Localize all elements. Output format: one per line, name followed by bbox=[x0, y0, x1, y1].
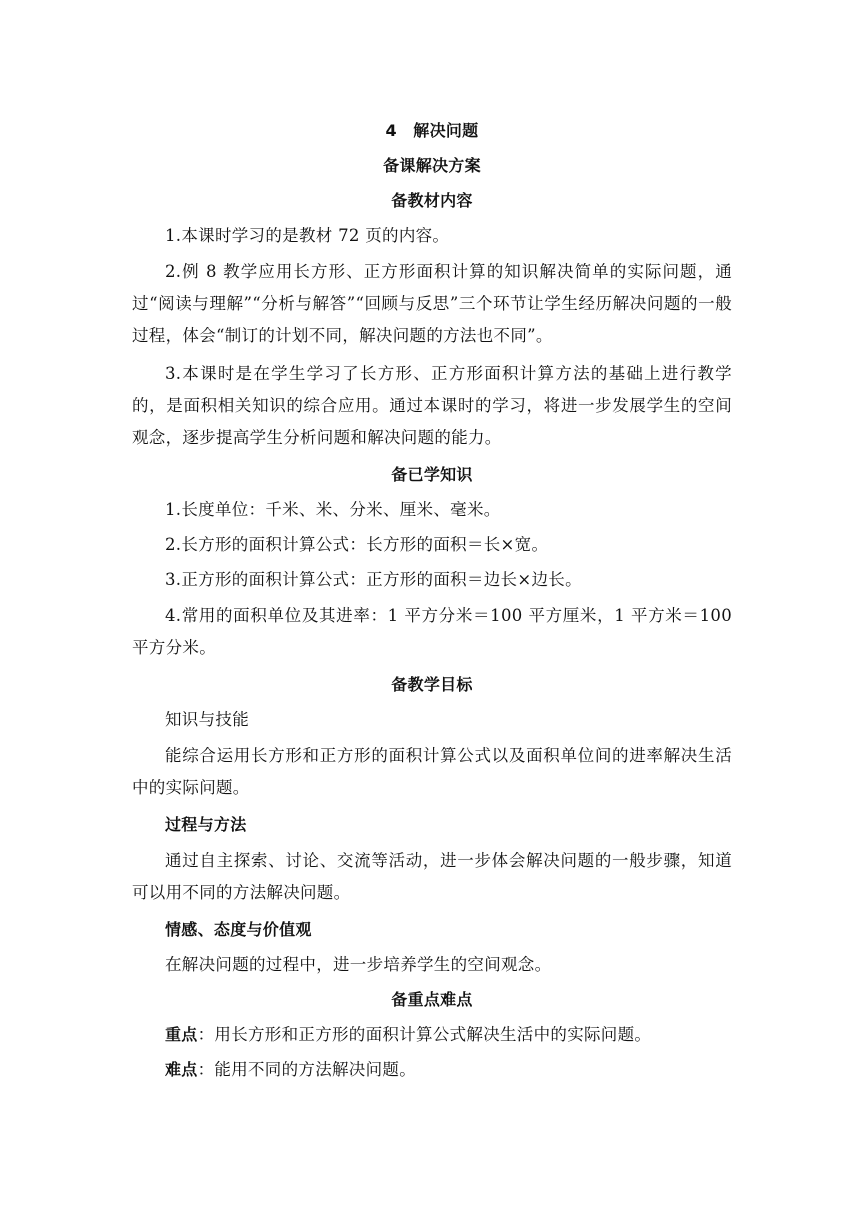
prior-knowledge-item-2: 2.长方形的面积计算公式：长方形的面积＝长×宽。 bbox=[165, 535, 549, 554]
document-page bbox=[132, 116, 732, 1090]
difficulty-text: ：能用不同的方法解决问题。 bbox=[197, 1060, 417, 1079]
focus-text: ：用长方形和正方形的面积计算公式解决生活中的实际问题。 bbox=[197, 1025, 652, 1044]
emotion-values-text: 在解决问题的过程中，进一步培养学生的空间观念。 bbox=[165, 955, 552, 974]
lesson-title: 4 解决问题 bbox=[385, 121, 479, 140]
materials-item-2: 2.例 8 教学应用长方形、正方形面积计算的知识解决简单的实际问题，通过“阅读与理解”“分析与解答”“回顾与反思”三个环节让学生经历解决问题的一般过程，体会“制订的计划不同，解决问题的方法也不同”。 bbox=[132, 262, 732, 345]
focus-label: 重点 bbox=[165, 1025, 198, 1044]
materials-heading: 备教材内容 bbox=[391, 191, 473, 210]
prior-knowledge-item-3: 3.正方形的面积计算公式：正方形的面积＝边长×边长。 bbox=[165, 570, 582, 589]
prior-knowledge-item-1: 1.长度单位：千米、米、分米、厘米、毫米。 bbox=[165, 500, 501, 519]
knowledge-skills-label: 知识与技能 bbox=[165, 710, 249, 729]
goals-heading: 备教学目标 bbox=[391, 675, 473, 694]
knowledge-skills-text: 能综合运用长方形和正方形的面积计算公式以及面积单位间的进率解决生活中的实际问题。 bbox=[132, 746, 732, 797]
materials-item-1: 1.本课时学习的是教材 72 页的内容。 bbox=[165, 226, 450, 245]
focus-line bbox=[132, 1020, 732, 1049]
plan-title: 备课解决方案 bbox=[383, 156, 481, 175]
key-points-heading: 备重点难点 bbox=[391, 990, 473, 1009]
difficulty-label: 难点 bbox=[165, 1060, 198, 1079]
difficulty-line bbox=[132, 1055, 732, 1084]
materials-item-3: 3.本课时是在学生学习了长方形、正方形面积计算方法的基础上进行教学的，是面积相关知识的综合应用。通过本课时的学习，将进一步发展学生的空间观念，逐步提高学生分析问题和解决问题的能力。 bbox=[132, 364, 732, 447]
process-methods-label: 过程与方法 bbox=[165, 815, 247, 834]
emotion-values-label: 情感、态度与价值观 bbox=[165, 920, 312, 939]
prior-knowledge-heading: 备已学知识 bbox=[391, 465, 473, 484]
process-methods-text: 通过自主探索、讨论、交流等活动，进一步体会解决问题的一般步骤，知道可以用不同的方法解决问题。 bbox=[132, 851, 732, 902]
prior-knowledge-item-4: 4.常用的面积单位及其进率：1 平方分米＝100 平方厘米，1 平方米＝100 平方分米。 bbox=[132, 606, 732, 657]
